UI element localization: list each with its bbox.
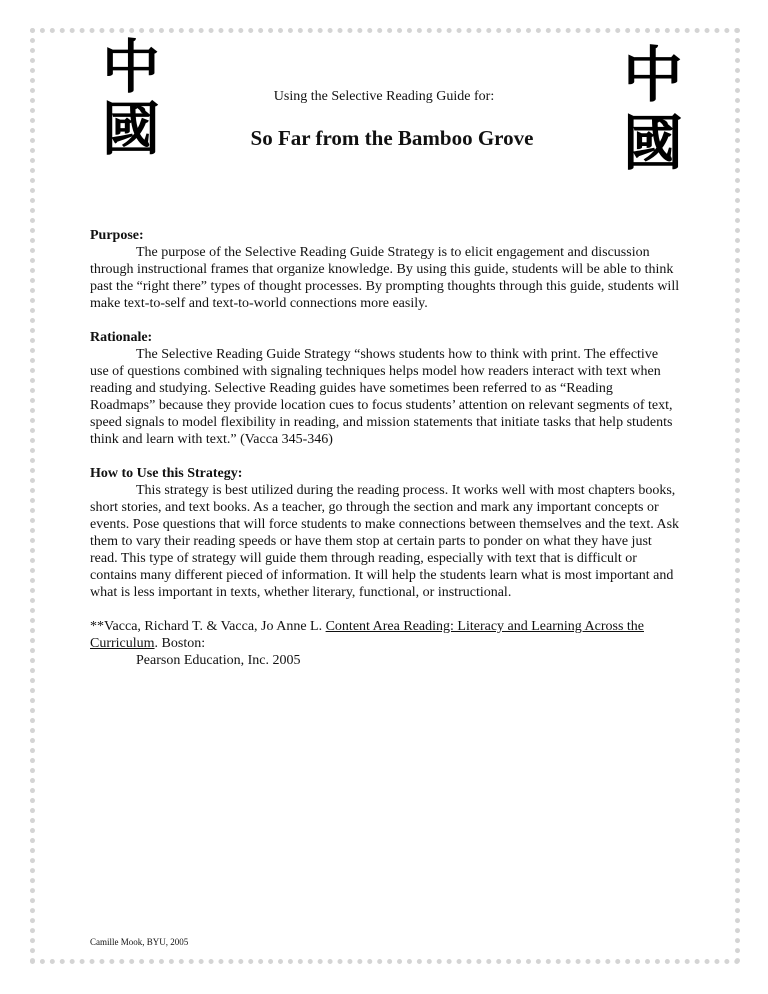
citation-publisher: Pearson Education, Inc. 2005 xyxy=(136,653,301,668)
section-heading: Purpose: xyxy=(90,228,144,243)
purpose-section xyxy=(90,227,680,312)
page-subtitle: Using the Selective Reading Guide for: xyxy=(273,89,495,104)
section-body: The Selective Reading Guide Strategy “shows students how to think with print. The effective use of questions combined with signaling techniques helps model how readers interact with text when reading and studying. Selective Reading guides have sometimes been referred to as “Reading Roadmaps” because they provide location cues to focus students’ attention on relevant segments of text, speed signals to model flexibility in reading, and mission statements that initiate tasks that help students think and learn with text.” (Vacca 345-346) xyxy=(90,347,673,447)
section-body: This strategy is best utilized during the reading process. It works well with most chapters books, short stories, and text books. As a teacher, go through the section and mark any important concepts or events. Pose questions that will force students to make connections between themselves and the text. Ask them to vary their reading speeds or have them stop at certain parts to ponder on what they have just read. This type of strategy will guide them through reading, especially with text that is difficult or contains many different pieced of information. It will help the students learn what is most important and what is less important in texts, whether literary, functional, or instructional. xyxy=(90,483,680,600)
zhong-character: 中 xyxy=(623,41,683,111)
document-content xyxy=(90,227,680,669)
chinese-characters-right xyxy=(622,42,684,178)
footer-credit: Camille Mook, BYU, 2005 xyxy=(90,937,189,947)
section-body: The purpose of the Selective Reading Guide Strategy is to elicit engagement and discussion through instructional frames that organize knowledge. By using this guide, students will be able to think past the “right there” types of thought processes. By prompting thoughts through this guide, students will make text-to-self and text-to-world connections more easily. xyxy=(90,245,680,311)
how-to-use-section xyxy=(90,465,680,601)
section-heading: Rationale: xyxy=(90,330,153,345)
rationale-section xyxy=(90,329,680,448)
section-heading: How to Use this Strategy: xyxy=(90,466,243,481)
page-title: So Far from the Bamboo Grove xyxy=(250,126,534,150)
citation-location: . Boston: xyxy=(154,636,206,651)
citation-book-title: Content Area Reading: Literacy and Learning Across the Curriculum xyxy=(90,619,644,651)
citation xyxy=(90,618,680,669)
zhong-character: 中 xyxy=(101,33,160,101)
guo-character: 國 xyxy=(101,95,160,163)
guo-character: 國 xyxy=(623,109,683,179)
citation-authors: **Vacca, Richard T. & Vacca, Jo Anne L. xyxy=(90,619,326,634)
